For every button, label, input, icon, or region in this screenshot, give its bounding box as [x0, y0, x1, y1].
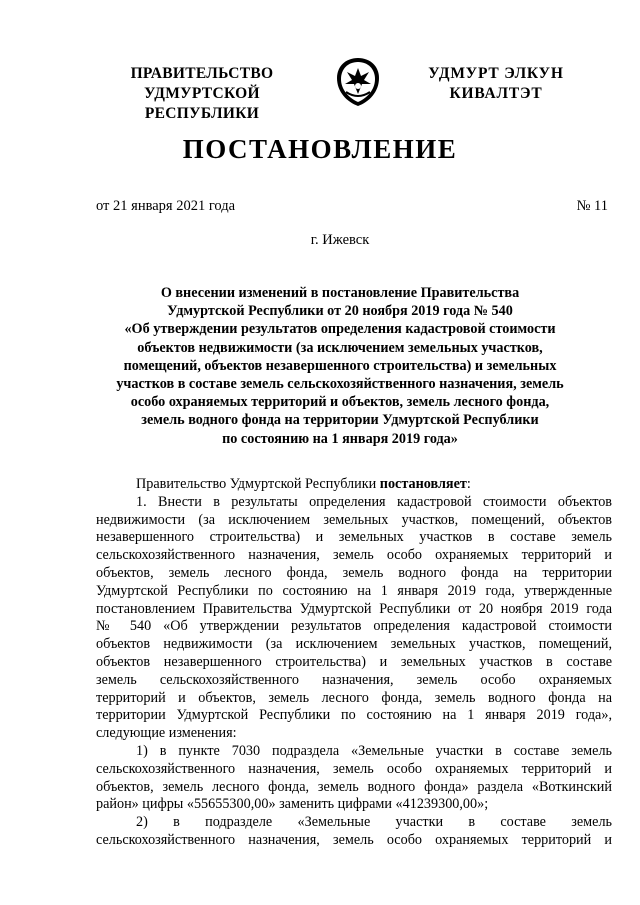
item-1-line: объектов, земель лесного фонда, земель водного фонда» раздела «Воткинский [96, 778, 612, 795]
subject-line: Удмуртской Республики от 20 ноября 2019 года № 540 [167, 303, 513, 320]
header-left-line-2: УДМУРТСКОЙ РЕСПУБЛИКИ [144, 85, 260, 122]
paragraph-1-line: Удмуртской Республики по состоянию на 1 января 2019 года, утвержденные [96, 582, 612, 599]
subject-line: участков в составе земель сельскохозяйственного назначения, земель [116, 376, 564, 393]
item-1-line: район» цифры «55655300,00» заменить цифрами «41239300,00»; [96, 796, 489, 813]
paragraph-1-line: постановлением Правительства Удмуртской Республики от 20 ноября 2019 года [96, 600, 612, 617]
paragraph-1-line: № 540 «Об утверждении результатов определения кадастровой стоимости [96, 618, 612, 635]
item-1-line: сельскохозяйственного назначения, земель особо охраняемых территорий и [96, 760, 612, 777]
header-left-line-1: ПРАВИТЕЛЬСТВО [130, 65, 274, 82]
document-subject [100, 284, 580, 448]
paragraph-1-line: незавершенного строительства) и земельных участков в составе земель [96, 529, 612, 546]
paragraph-1-line: земель сельскохозяйственного назначения, земель особо охраняемых [96, 671, 612, 688]
subject-line: по состоянию на 1 января 2019 года» [222, 430, 458, 447]
intro-verb: постановляет [379, 476, 467, 492]
paragraph-1-line: следующие изменения: [96, 725, 237, 742]
subject-line: «Об утверждении результатов определения кадастровой стоимости [124, 321, 556, 338]
document-number: № 11 [576, 198, 608, 214]
paragraph-1-line: объектов незавершенного строительства) и земельных участков в составе [96, 653, 612, 670]
paragraph-1-line: недвижимости (за исключением земельных участков, помещений, объектов [96, 511, 612, 528]
paragraph-1-line: объектов недвижимости (за исключением земельных участков, помещений, [96, 636, 612, 653]
subject-line: помещений, объектов незавершенного строительства) и земельных [123, 357, 557, 374]
item-2-line: 2) в подразделе «Земельные участки в составе земель [136, 814, 612, 831]
subject-line: объектов недвижимости (за исключением земельных участков, [137, 339, 543, 356]
header-right-line-2: КИВАЛТЭТ [449, 85, 543, 102]
document-body [96, 476, 612, 850]
paragraph-1-line: объектов, земель лесного фонда, земель водного фонда на территории [96, 564, 612, 581]
paragraph-1-line: сельскохозяйственного назначения, земель особо охраняемых территорий и [96, 547, 612, 564]
item-1-line: 1) в пункте 7030 подраздела «Земельные участки в составе земель [136, 742, 612, 759]
paragraph-1-line: 1. Внести в результаты определения кадастровой стоимости объектов [136, 493, 612, 510]
item-2-line: сельскохозяйственного назначения, земель особо охраняемых территорий и [96, 831, 612, 848]
intro-text: Правительство Удмуртской Республики [136, 476, 380, 492]
intro-colon: : [466, 476, 471, 492]
paragraph-1-line: территории Удмуртской Республики по состоянию на 1 января 2019 года», [96, 707, 612, 724]
document-date: от 21 января 2021 года [96, 198, 236, 214]
udmurtia-coat-of-arms-icon [334, 56, 382, 108]
document-type-title: ПОСТАНОВЛЕНИЕ [182, 134, 458, 164]
header-right [408, 64, 584, 104]
subject-line: особо охраняемых территорий и объектов, земель лесного фонда, [130, 394, 550, 411]
paragraph-1-line: территорий и объектов, земель лесного фонда, земель водного фонда на [96, 689, 612, 706]
intro-paragraph [96, 476, 612, 494]
subject-line: О внесении изменений в постановление Правительства [160, 285, 520, 301]
document-city: г. Ижевск [310, 232, 370, 248]
subject-line: земель водного фонда на территории Удмуртской Республики [141, 412, 539, 429]
header-right-line-1: УДМУРТ ЭЛКУН [428, 65, 564, 82]
header-left [86, 64, 318, 124]
